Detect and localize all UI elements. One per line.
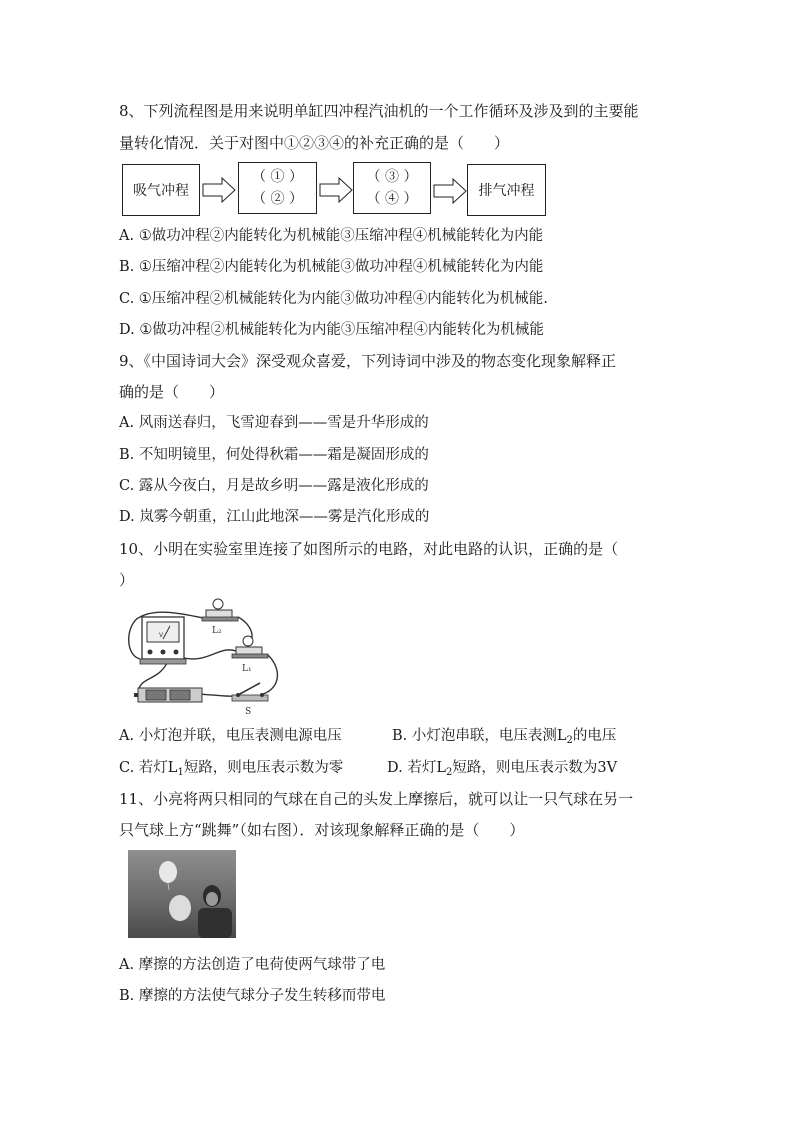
- q10-option-d: [387, 758, 617, 778]
- q9-option-a: A. 风雨送春归，飞雪迎春到——雪是升华形成的: [119, 415, 429, 431]
- switch-icon: [232, 683, 268, 701]
- q10-option-a: A. 小灯泡并联，电压表测电源电压: [119, 728, 342, 744]
- flow-blank-3: （ ③ ）: [366, 169, 418, 185]
- balloon-photo-image: [128, 850, 236, 938]
- flow-box1-label: 吸气冲程: [133, 183, 189, 199]
- flow-blank-4: （ ④ ）: [366, 191, 418, 207]
- balloon-photo: [128, 850, 236, 938]
- q8-option-a: A. ①做功冲程②内能转化为机械能③压缩冲程④机械能转化为内能: [119, 228, 544, 244]
- q11-option-a: A. 摩擦的方法创造了电荷使两气球带了电: [119, 957, 386, 973]
- flow-box-blank-12: [238, 162, 317, 214]
- flow-arrow-3: [433, 178, 467, 204]
- q11-stem-line1: 11、小亮将两只相同的气球在自己的头发上摩擦后，就可以让一只气球在另一: [119, 790, 634, 808]
- flow-box-blank-34: [353, 162, 431, 214]
- q9-stem-line1: 9、《中国诗词大会》深受观众喜爱，下列诗词中涉及的物态变化现象解释正: [119, 352, 617, 370]
- svg-text:V: V: [159, 632, 164, 639]
- q10-circuit-figure: [118, 595, 288, 717]
- label-l1: L₁: [242, 664, 252, 674]
- flow-box-intake-stroke: [122, 164, 200, 216]
- q9-option-d: D. 岚雾今朝重，江山此地深——雾是汽化形成的: [119, 509, 430, 525]
- q11-stem-line2: 只气球上方“跳舞”（如右图）．对该现象解释正确的是（ ）: [119, 821, 525, 839]
- q10-option-d-text: D. 若灯L: [387, 760, 446, 776]
- q8-option-c: C. ①压缩冲程②机械能转化为内能③做功冲程④内能转化为机械能.: [119, 291, 548, 307]
- q8-option-d: D. ①做功冲程②机械能转化为内能③压缩冲程④内能转化为机械能: [119, 322, 544, 338]
- q8-stem-line2: 量转化情况．关于对图中①②③④的补充正确的是（ ）: [119, 134, 510, 152]
- q8-stem-line1: 8、下列流程图是用来说明单缸四冲程汽油机的一个工作循环及涉及到的主要能: [119, 102, 639, 120]
- bulb-l1-icon: [232, 636, 268, 658]
- q9-stem-line2: 确的是（ ）: [119, 383, 225, 401]
- q10-option-b-tail: 的电压: [572, 728, 617, 744]
- q10-option-d-tail: 短路，则电压表示数为3V: [452, 760, 618, 776]
- q10-option-d-sub: 2: [445, 767, 453, 778]
- flow-blank-2: （ ② ）: [252, 191, 303, 207]
- bulb-l2-icon: [202, 599, 238, 621]
- q10-stem-line2: ）: [119, 571, 135, 589]
- q9-option-c: C. 露从今夜白，月是故乡明——露是液化形成的: [119, 478, 429, 494]
- battery-icon: [134, 688, 202, 702]
- voltmeter-icon: [140, 617, 186, 664]
- flow-arrow-1: [202, 177, 236, 203]
- label-s: S: [245, 707, 252, 717]
- flow-box-exhaust-stroke: [467, 164, 546, 216]
- q8-option-b: B. ①压缩冲程②内能转化为机械能③做功冲程④机械能转化为内能: [119, 259, 544, 275]
- q10-option-c-tail: 短路，则电压表示数为零: [183, 760, 344, 776]
- q9-option-b: B. 不知明镜里，何处得秋霜——霜是凝固形成的: [119, 447, 429, 463]
- q10-option-c-sub: 1: [177, 767, 184, 778]
- q10-stem-line1: 10、小明在实验室里连接了如图所示的电路，对此电路的认识，正确的是（: [119, 540, 619, 558]
- q11-option-b: B. 摩擦的方法使气球分子发生转移而带电: [119, 988, 386, 1004]
- flow-box4-label: 排气冲程: [478, 183, 535, 199]
- q10-option-b-text: B. 小灯泡串联，电压表测L: [392, 728, 567, 744]
- flow-arrow-2: [319, 177, 353, 203]
- q10-option-b-sub: 2: [566, 735, 573, 746]
- q10-option-c-text: C. 若灯L: [119, 760, 178, 776]
- q10-option-c: [119, 758, 343, 778]
- flow-blank-1: （ ① ）: [252, 169, 303, 185]
- label-l2: L₂: [212, 626, 222, 636]
- q10-option-b: [392, 726, 616, 746]
